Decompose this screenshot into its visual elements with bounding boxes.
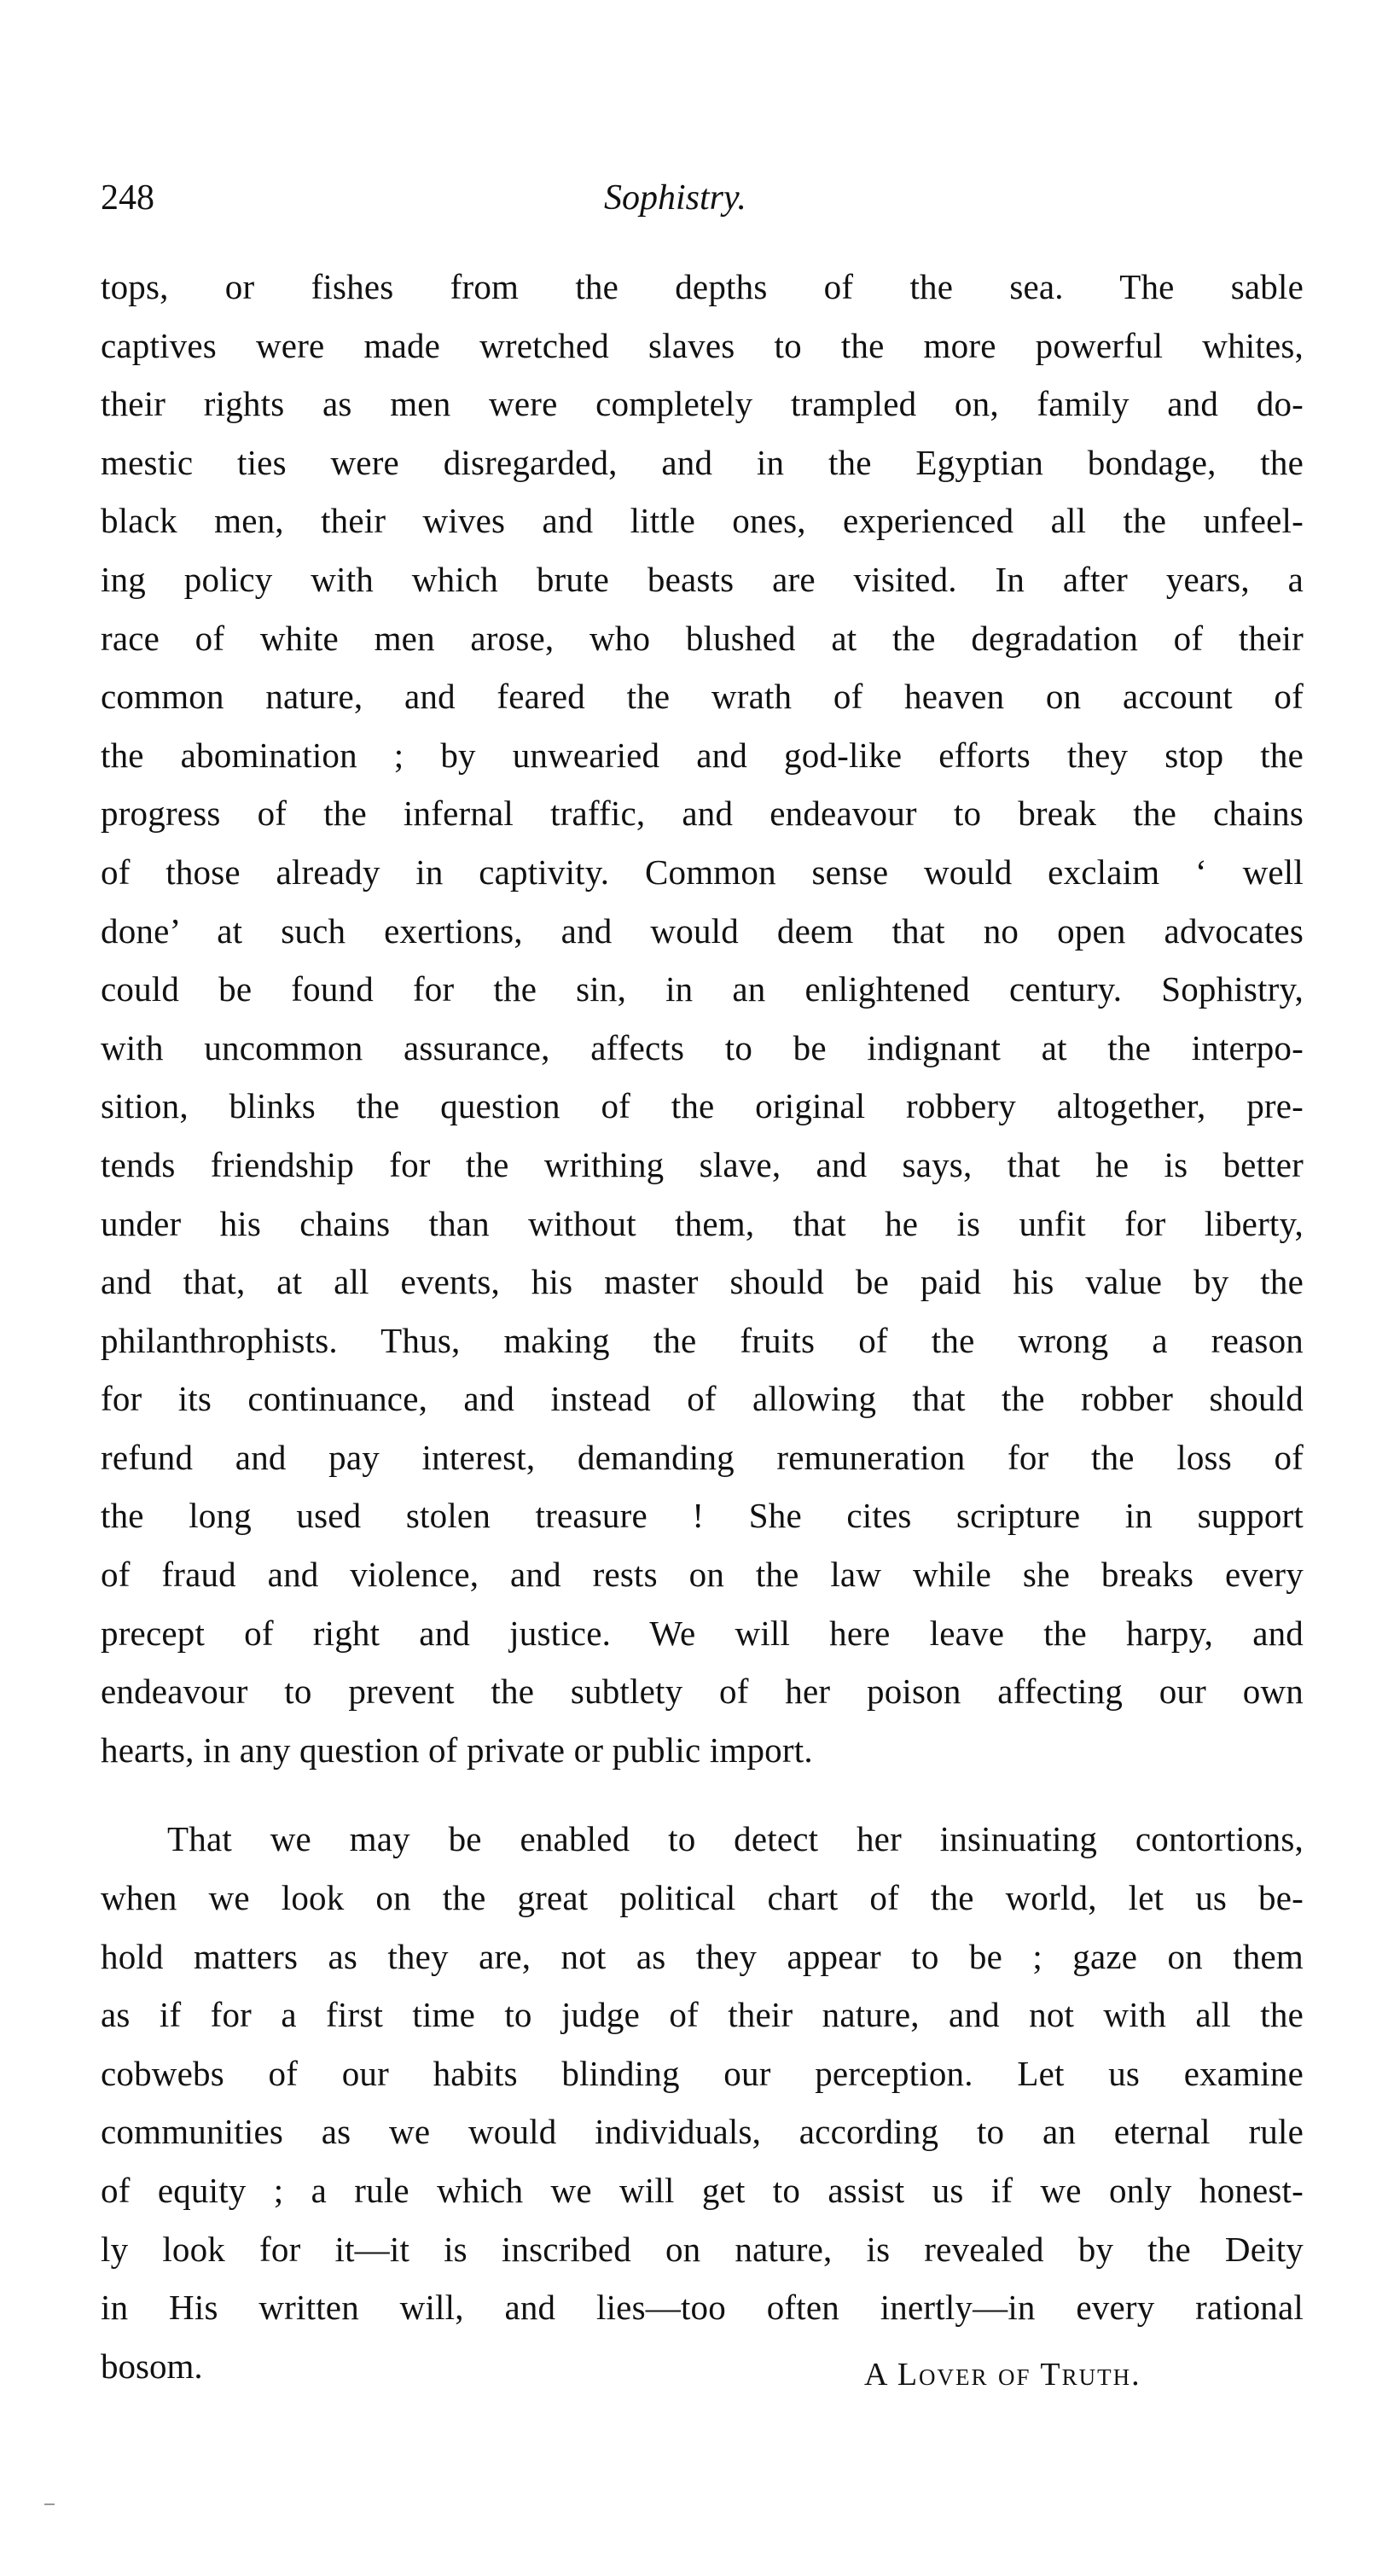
text-line: under his chains than without them, that he is unfit for liberty, <box>101 1203 1304 1243</box>
text-line: refund and pay interest, demanding remuneration for the loss of <box>101 1437 1304 1477</box>
text-line: tends friendship for the writhing slave, and says, that he is better <box>101 1144 1304 1184</box>
author-signature: A Lover of Truth. <box>864 2356 1141 2393</box>
text-line: for its continuance, and instead of allowing that the robber should <box>101 1379 1304 1419</box>
paragraph-2 <box>101 1810 1304 2395</box>
page-speck <box>44 2503 55 2505</box>
text-line: common nature, and feared the wrath of heaven on account of <box>101 677 1304 717</box>
text-line: communities as we would individuals, according to an eternal rule <box>101 2112 1304 2152</box>
running-head <box>101 177 1295 229</box>
text-line: sition, blinks the question of the original robbery altogether, pre- <box>101 1086 1304 1126</box>
text-line: hold matters as they are, not as they appear to be ; gaze on them <box>101 1936 1304 1976</box>
text-line: when we look on the great political chart of the world, let us be- <box>101 1878 1304 1918</box>
text-line: black men, their wives and little ones, experienced all the unfeel- <box>101 501 1304 541</box>
text-line: progress of the infernal traffic, and endeavour to break the chains <box>101 794 1304 834</box>
text-line: the abomination ; by unwearied and god-like efforts they stop the <box>101 735 1304 775</box>
text-line: cobwebs of our habits blinding our perception. Let us examine <box>101 2053 1304 2093</box>
body-text <box>101 258 1304 2395</box>
text-line: precept of right and justice. We will here leave the harpy, and <box>101 1613 1304 1653</box>
text-line: of those already in captivity. Common sense would exclaim ‘ well <box>101 852 1304 892</box>
text-line: ing policy with which brute beasts are visited. In after years, a <box>101 559 1304 599</box>
text-line: captives were made wretched slaves to the more powerful whites, <box>101 325 1304 365</box>
text-line: hearts, in any question of private or public import. <box>101 1730 813 1770</box>
closing-word: bosom. <box>101 2346 203 2386</box>
page-number: 248 <box>101 178 154 218</box>
text-line: of fraud and violence, and rests on the law while she breaks every <box>101 1555 1304 1595</box>
text-line: the long used stolen treasure ! She cites scripture in support <box>101 1496 1304 1536</box>
text-line: That we may be enabled to detect her insinuating contortions, <box>167 1819 1304 1859</box>
text-line: done’ at such exertions, and would deem that no open advocates <box>101 910 1304 951</box>
text-line: mestic ties were disregarded, and in the Egyptian bondage, the <box>101 442 1304 482</box>
text-line: of equity ; a rule which we will get to assist us if we only honest- <box>101 2171 1304 2210</box>
text-line: and that, at all events, his master should be paid his value by the <box>101 1262 1304 1302</box>
closing-line <box>101 2337 1304 2396</box>
text-line: endeavour to prevent the subtlety of her poison affecting our own <box>101 1672 1304 1712</box>
text-line: philanthrophists. Thus, making the fruits of the wrong a reason <box>101 1320 1304 1360</box>
paragraph-1 <box>101 258 1304 1779</box>
text-line: tops, or fishes from the depths of the sea. The sable <box>101 267 1304 306</box>
paragraph-spacer <box>101 1779 1304 1810</box>
running-title: Sophistry. <box>604 178 746 218</box>
text-line: ly look for it—it is inscribed on nature, is revealed by the Deity <box>101 2229 1304 2269</box>
text-line: race of white men arose, who blushed at the degradation of their <box>101 618 1304 658</box>
text-line: in His written will, and lies—too often inertly—in every rational <box>101 2288 1304 2328</box>
text-line: with uncommon assurance, affects to be indignant at the interpo- <box>101 1027 1304 1067</box>
text-line: as if for a first time to judge of their nature, and not with all the <box>101 1995 1304 2035</box>
text-line: their rights as men were completely trampled on, family and do- <box>101 384 1304 424</box>
text-line: could be found for the sin, in an enlightened century. Sophistry, <box>101 969 1304 1009</box>
